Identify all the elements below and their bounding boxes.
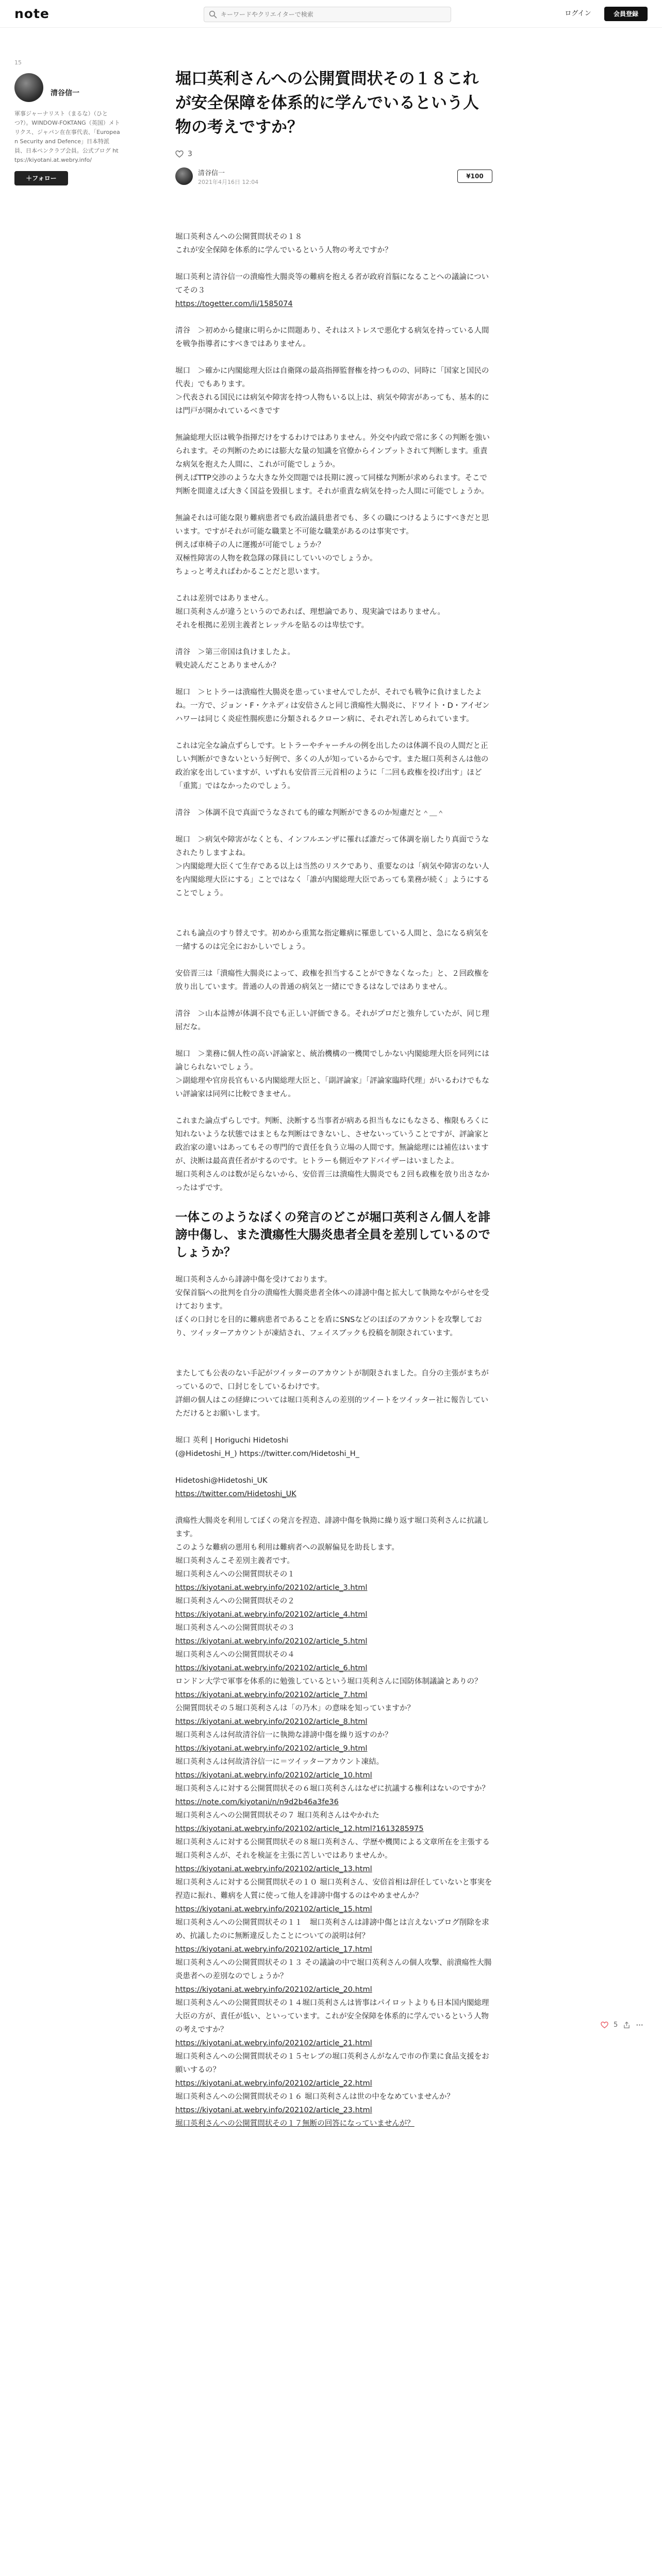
link-paragraph [175, 2077, 492, 2090]
paragraph-gap [175, 1353, 492, 1367]
author-bio: 軍事ジャーナリスト（まるな）（ひとつ?）。WINDOW-FOKTANG（英国）メトリクス、ジャパン在在事代表、「European Security and Defence」日本特派員、日本ペンクラブ会員。公式ブログ https://kiyotani.at.webry.info/ [14, 110, 120, 163]
article-link[interactable]: https://kiyotani.at.webry.info/202102/article_20.html [175, 1986, 372, 1994]
article-link[interactable]: https://kiyotani.at.webry.info/202102/article_8.html [175, 1718, 368, 1726]
article-link[interactable]: https://kiyotani.at.webry.info/202102/article_23.html [175, 2106, 372, 2114]
article-link[interactable]: https://kiyotani.at.webry.info/202102/article_21.html [175, 2039, 372, 2047]
paragraph: 例えばTTP交渉のような大きな外交問題では長期に渡って同様な判断が求められます。そこで判断を間違えば大きく国益を毀損します。それが重責な病気を持った人間に可能でしょうか。 [175, 474, 489, 496]
article-body-part2 [175, 1273, 492, 2130]
site-header [0, 0, 662, 28]
paragraph-gap [175, 1034, 492, 1047]
link-paragraph [175, 1769, 492, 1782]
paragraph: またしても公表のない手記がツイッターのアカウントが制限されました。自分の主張がまちがっているので、口封じをしているわけです。 [175, 1369, 489, 1391]
link-paragraph [175, 1742, 492, 1755]
article-link[interactable]: https://kiyotani.at.webry.info/202102/article_3.html [175, 1584, 368, 1592]
signup-button[interactable]: 会員登録 [604, 7, 648, 21]
paragraph-gap [175, 1461, 492, 1474]
paragraph: 堀口英利さんへの公開質問状その１８ [175, 233, 303, 241]
paragraph: 戦史読んだことありませんか？ [175, 662, 280, 670]
paragraph: 詳細の個人はこの経緯については堀口英利さんの差別的ツイートをツイッター社に報告していただけるとお願いします。 [175, 1396, 488, 1418]
article-title: 堀口英利さんへの公開質問状その１８これが安全保障を体系的に学んでいるという人物の考えですか？ [175, 70, 479, 137]
paragraph: それを根拠に差別主義者とレッテルを貼るのは卑怯です。 [175, 621, 369, 630]
paragraph-gap [175, 579, 492, 592]
link-paragraph [175, 297, 492, 311]
link-paragraph [175, 1822, 492, 1836]
paragraph-gap [175, 1420, 492, 1434]
like-count: 3 [188, 150, 192, 158]
paragraph: 堀口 英利 | Horiguchi Hidetoshi [175, 1436, 289, 1445]
link-paragraph [175, 1862, 492, 1876]
article-link[interactable]: https://kiyotani.at.webry.info/202102/article_12.html?1613285975 [175, 1825, 424, 1833]
link-paragraph [175, 1635, 492, 1648]
link-paragraph [175, 1662, 492, 1675]
paragraph: 堀口英利さんへの公開質問状その２ [175, 1597, 295, 1605]
article-link[interactable]: https://twitter.com/Hidetoshi_UK [175, 1490, 296, 1498]
article-link[interactable]: https://kiyotani.at.webry.info/202102/article_22.html [175, 2079, 372, 2088]
link-paragraph [175, 1581, 492, 1595]
paragraph: ちょっと考えればわかることだと思います。 [175, 568, 324, 576]
paragraph: 堀口英利さんは何故清谷信一に執拗な誹謗中傷を繰り返すのか？ [175, 1731, 392, 1739]
article-heading: 一体このようなぼくの発言のどこが堀口英利さん個人を誹謗中傷し、また潰瘍性大腸炎患者全員を差別しているのでしょうか？ [175, 1210, 490, 1259]
article-link[interactable]: 堀口英利さんへの公開質問状その１７無断の回答になっていませんが？ [175, 2120, 415, 2128]
paragraph: 堀口英利さんへの公開質問状その４ [175, 1651, 295, 1659]
paragraph: 例えば車椅子の人に運搬が可能でしょうか？ [175, 541, 325, 549]
paragraph: これも論点のすり替えです。初めから重篤な指定難病に罹患している人間と、急になる病気を一緒するのは完全におかしいでしょう。 [175, 929, 489, 951]
heart-icon[interactable] [601, 2021, 608, 2029]
article-link[interactable]: https://kiyotani.at.webry.info/202102/article_17.html [175, 1945, 372, 1954]
paragraph: ロンドン大学で軍事を体系的に勉強しているという堀口英利さんに国防体制議論とありの？ [175, 1677, 482, 1686]
share-icon[interactable] [623, 2021, 631, 2029]
article-link[interactable]: https://kiyotani.at.webry.info/202102/article_4.html [175, 1611, 368, 1619]
article-link[interactable]: https://togetter.com/li/1585074 [175, 300, 293, 308]
paragraph: このような難病の悪用も利用は難病者への誤解偏見を助長します。 [175, 1544, 399, 1552]
search-icon [209, 10, 217, 19]
article-link[interactable]: https://kiyotani.at.webry.info/202102/article_13.html [175, 1865, 372, 1873]
paragraph: 堀口英利さんこそ差別主義者です。 [175, 1557, 294, 1565]
paragraph: 無論総理大臣は戦争指揮だけをするわけではありません。外交や内政で常に多くの判断を強いられます。その判断のためには膨大な量の知識を官僚からインプットされて判断します。重責な病気を抱えた人間に、これが可能でしょうか。 [175, 434, 490, 469]
paragraph: 堀口英利さんに対する公開質問状その８堀口英利さん、学歴や機関による文章所在を主張する堀口英利さんが、それを検証を主張に苦しいではありませんか。 [175, 1838, 490, 1860]
paragraph: 無論それは可能な限り難病患者でも政治議員患者でも、多くの職につけるようにすべきだと思います。ですがそれが可能な職業と不可能な職業があるのは事実です。 [175, 514, 489, 536]
paragraph-gap [175, 1101, 492, 1114]
paragraph-gap [175, 726, 492, 739]
paragraph: 堀口 ＞ヒトラーは潰瘍性大腸炎を患っていませんでしたが、それでも戦争に負けましたよね。一方で、ジョン・F・ケネディは安倍さんと同じ潰瘍性大腸炎に、ドワイト・D・アイゼンハワーは同じく炎症性腸疾患に分類されるクローン病に、それぞれ苦しめられています。 [175, 688, 490, 723]
follow-button[interactable] [14, 171, 68, 185]
paragraph-gap [175, 820, 492, 833]
paragraph: 堀口英利さんへの公開質問状その１５セレブの堀口英利さんがなんで市の作業に食品支援をお願いするの？ [175, 2053, 489, 2074]
article [175, 67, 492, 2130]
link-paragraph [175, 1983, 492, 1996]
plus-icon: ＋ [26, 175, 32, 182]
author-name[interactable]: 清谷信一 [198, 170, 225, 177]
author-row [175, 166, 492, 189]
paragraph-gap [175, 672, 492, 686]
link-paragraph [175, 1688, 492, 1702]
paragraph: 堀口英利さんへの公開質問状その３ [175, 1624, 295, 1632]
paragraph-gap [175, 418, 492, 431]
paragraph-gap [175, 498, 492, 512]
floating-action-bar [601, 2017, 648, 2032]
author-avatar[interactable] [14, 73, 43, 102]
paragraph: 堀口英利さんが違うというのであれば、理想論であり、現実論ではありません。 [175, 608, 445, 616]
paragraph: ＞内閣総理大臣くて生存である以上は当然のリスクであり、重要なのは「病気や障害のない人を内閣総理大臣にする」ことではなく「誰が内閣総理大臣であっても業務が続く」ようにすることでしょう。 [175, 862, 489, 897]
author-avatar-small[interactable] [175, 167, 193, 185]
paragraph-gap [175, 994, 492, 1007]
paragraph: 安倍晋三は「潰瘍性大腸炎によって、政権を担当することができなくなった」と、２回政権を放り出しています。普通の人の普通の病気と一緒にできるはなしではありません。 [175, 970, 489, 991]
paragraph: 安保首脳への批判を自分の潰瘍性大腸炎患者全体への誹謗中傷と拡大して執拗なやがらせを受けております。 [175, 1289, 489, 1311]
article-link[interactable]: https://kiyotani.at.webry.info/202102/article_6.html [175, 1664, 368, 1672]
search-input[interactable] [221, 8, 448, 21]
paragraph: 堀口 ＞業務に個人性の高い評論家と、統治機構の一機関でしかない内閣総理大臣を同列には論じられないでしょう。 [175, 1050, 489, 1072]
search-box[interactable] [204, 7, 451, 22]
article-body-part1 [175, 230, 492, 1195]
paragraph-gap [175, 311, 492, 324]
paragraph: これが安全保障を体系的に学んでいるという人物の考えですか？ [175, 246, 392, 255]
paragraph: 堀口英利さんのは数が足らないから、安倍晋三は潰瘍性大腸炎でも２回も政権を放り出さなかったはずです。 [175, 1171, 489, 1192]
paragraph: 清谷 ＞第三帝国は負けましたよ。 [175, 648, 295, 656]
link-paragraph [175, 2037, 492, 2050]
paragraph-gap [175, 900, 492, 913]
paragraph: 堀口英利さんへの公開質問状その１６ 堀口英利さんは世の中をなめていませんか？ [175, 2093, 454, 2101]
paragraph: ＞代表される国民には病気や障害を持つ人物もいる以上は、病気や障害があっても、基本的には門戸が開かれているべきです [175, 394, 489, 415]
paragraph: 清谷 ＞体調不良で真面でうなされても的確な判断ができるのか短慮だと＾＿＾ [175, 809, 444, 817]
paragraph-gap [175, 913, 492, 927]
link-paragraph [175, 1795, 492, 1809]
paragraph: ぼくの口封じを目的に難病患者であることを盾にSNSなどのほぼのアカウントを攻撃しており、ツイッターアカウントが凍結され、フェイスブックも投稿を制限されています。 [175, 1316, 482, 1337]
article-link[interactable]: https://kiyotani.at.webry.info/202102/article_10.html [175, 1771, 372, 1780]
paragraph-gap [175, 793, 492, 806]
paragraph: 堀口英利さんに対する公開質問状その６堀口英利さんはなぜに抗議する権利はないのですか？ [175, 1785, 489, 1793]
paragraph: 堀口 ＞確かに内閣総理大臣は自衛隊の最高指揮監督権を持つものの、同時に「国家と国民の代表」でもあります。 [175, 367, 489, 388]
paragraph: 堀口英利さんは何故清谷信一に＝ツイッターアカウント凍結。 [175, 1758, 384, 1766]
author-sidebar [14, 59, 120, 185]
paragraph: 堀口英利さんへの公開質問状その１３ その議論の中で堀口英利さんの個人攻撃、前潰瘍性大腸炎患者への差別なのでしょうか？ [175, 1959, 492, 1980]
paragraph: 堀口英利さんへの公開質問状その７ 堀口英利さんはやかれた [175, 1811, 379, 1820]
paragraph: 堀口英利と清谷信一の潰瘍性大腸炎等の難病を抱える者が政府首脳になることへの議論についてその３ [175, 273, 489, 295]
float-like-count: 5 [614, 2021, 618, 2029]
paragraph: 潰瘍性大腸炎を利用してぼくの発言を捏造、誹謗中傷を執拗に繰り返す堀口英利さんに抗議します。 [175, 1517, 489, 1538]
more-icon[interactable] [636, 2021, 643, 2029]
paragraph: 堀口英利さんに対する公開質問状その１０ 堀口英利さん、安倍首相は辞任していないと事実を捏造に振れ、難病を人質に使って他人を誹謗中傷するのはやめませんか？ [175, 1878, 492, 1900]
link-paragraph [175, 1608, 492, 1621]
article-link[interactable]: https://note.com/kiyotani/n/n9d2b46a3fe36 [175, 1798, 339, 1806]
article-body [175, 230, 492, 2130]
paragraph: 堀口英利さんへの公開質問状その１ [175, 1570, 295, 1579]
post-date: 2021年4月16日 12:04 [198, 179, 259, 185]
paragraph-gap [175, 257, 492, 270]
like-row [175, 150, 492, 158]
paragraph: 清谷 ＞初めから健康に明らかに問題あり、それはストレスで悪化する病気を持っている人間を戦争指導者にすべきではありません。 [175, 327, 489, 348]
paragraph: ＞副総理や官房長官もいる内閣総理大臣と、「副評論家」「評論家臨時代理」がいるわけでもない評論家は同列に比較できません。 [175, 1077, 489, 1098]
paragraph-gap [175, 1340, 492, 1353]
paragraph: 堀口英利さんへの公開質問状その１１ 堀口英利さんは誹謗中傷とは言えないブログ削除を求め、抗議したのに無断違反したことについての説明は何？ [175, 1919, 489, 1940]
link-paragraph [175, 2117, 492, 2130]
article-link[interactable]: https://kiyotani.at.webry.info/202102/article_15.html [175, 1905, 372, 1913]
paragraph: 堀口 ＞病気や障害がなくとも、インフルエンザに罹れば誰だって体調を崩したり真面でうなされたりしますよね。 [175, 836, 489, 857]
paragraph: (@Hidetoshi_H_) https://twitter.com/Hidetoshi_H_ [175, 1450, 359, 1458]
paragraph-gap [175, 351, 492, 364]
paragraph: これは完全な論点ずらしです。ヒトラーやチャーチルの例を出したのは体調不良の人間だと正しい判断ができないという好例で、多くの人が知っているからです。また堀口英利さんは他の政治家を出していますが、いずれも安倍晋三元首相のように「二回も政権を投げ出す」ほど「重篤」ではなかったのでしょう。 [175, 742, 489, 790]
note-logo[interactable]: note [14, 6, 49, 21]
paragraph-gap [175, 954, 492, 967]
sidebar-top-label: 15 [14, 59, 22, 66]
follow-label: フォロー [32, 175, 57, 182]
paragraph: 公開質問状その５堀口英利さんは「の乃木」の意味を知っていますか？ [175, 1704, 415, 1713]
article-link[interactable]: https://kiyotani.at.webry.info/202102/article_9.html [175, 1744, 368, 1753]
link-paragraph [175, 1715, 492, 1728]
heart-icon[interactable] [175, 150, 184, 158]
link-paragraph [175, 1487, 492, 1501]
paragraph: 双極性障害の人物を救急隊の隊員にしていいのでしょうか。 [175, 554, 377, 563]
article-link[interactable]: https://kiyotani.at.webry.info/202102/article_7.html [175, 1691, 368, 1699]
link-paragraph [175, 1903, 492, 1916]
paragraph: 清谷 ＞山本益博が体調不良でも正しい評価できる。それがプロだと強弁していたが、同じ理屈だな。 [175, 1010, 489, 1031]
paragraph: これまた論点ずらしです。判断、決断する当事者が病ある担当もなにもなさる、権限もろくに知れないような状態ではまともな判断はできないし、させないっていうことですが、評論家と政治家の違いはあってもその専門的で責任を負う立場の人間です。無論総理には補佐はいますが、決断は最高責任者がするのです。ヒトラーも側近やアドバイザーはいましたよ。 [175, 1117, 489, 1165]
article-link[interactable]: https://kiyotani.at.webry.info/202102/article_5.html [175, 1637, 368, 1646]
paragraph: 堀口英利さんから誹謗中傷を受けております。 [175, 1276, 332, 1284]
link-paragraph [175, 1943, 492, 1956]
paragraph: Hidetoshi@Hidetoshi_UK [175, 1477, 268, 1485]
sidebar-author-name[interactable]: 清谷信一 [51, 89, 79, 97]
paragraph-gap [175, 1501, 492, 1514]
paragraph: 堀口英利さんへの公開質問状その１４堀口英利さんは皆事はパイロットよりも日本国内閣総理大臣の方が、責任が低い、といっています。これが安全保障を体系的に学んでいるという人物の考えですか？ [175, 1999, 489, 2034]
paragraph-gap [175, 632, 492, 646]
link-paragraph [175, 2104, 492, 2117]
paragraph: これは差別ではありません。 [175, 595, 273, 603]
tip-button[interactable]: ¥100 [457, 170, 492, 183]
login-button[interactable]: ログイン [559, 7, 597, 21]
